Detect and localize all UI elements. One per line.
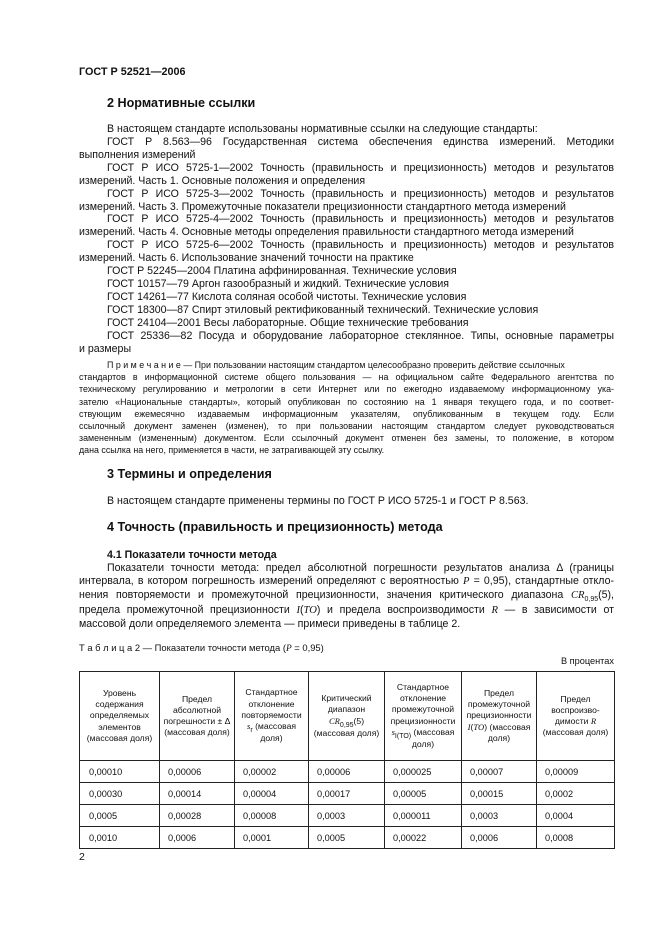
note-line: ссылочный документ заменен (изменен), то при пользовании настоящим стандартом следует руководствоваться bbox=[79, 421, 614, 432]
section-3-title: 3 Термины и определения bbox=[107, 467, 272, 481]
table-cell: 0,0006 bbox=[160, 827, 235, 849]
text: Предел воспроизво-димости bbox=[551, 693, 600, 726]
table-cell: 0,0006 bbox=[462, 827, 537, 849]
reference-line: ГОСТ Р ИСО 5725-6—2002 Точность (правильность и прецизионность) методов и результатов bbox=[107, 239, 614, 252]
table-caption bbox=[79, 642, 324, 654]
table-cell: 0,0008 bbox=[537, 827, 615, 849]
note-line: дана ссылка на него, применяется в части, не затрагивающей эту ссылку. bbox=[79, 445, 385, 456]
reference-line: ГОСТ 25336—82 Посуда и оборудование лабораторное стеклянное. Типы, основные параметры bbox=[107, 329, 614, 342]
text: ) и предела воспроизводимости bbox=[316, 603, 492, 616]
reference-line: ГОСТ Р ИСО 5725-1—2002 Точность (правильность и прецизионность) методов и результатов bbox=[107, 161, 614, 174]
table-cell: 0,0002 bbox=[537, 783, 615, 805]
note-label: П р и м е ч а н и е bbox=[107, 360, 181, 370]
note-first-line bbox=[79, 359, 614, 371]
table-cell: 0,00030 bbox=[80, 783, 160, 805]
paragraph-line bbox=[79, 604, 614, 618]
note-line: стандартов в информационной системе общего пользования — на официальном сайте Федерального агентства по bbox=[79, 372, 614, 383]
variable-cr: CR bbox=[328, 715, 340, 726]
subscript: I(TO) bbox=[394, 732, 412, 740]
subsection-4-1-title: 4.1 Показатели точности метода bbox=[107, 549, 277, 561]
reference-line: измерений. Часть 1. Основные положения и определения bbox=[79, 174, 366, 187]
header-abs-error bbox=[160, 672, 235, 761]
normative-references-list bbox=[79, 136, 614, 355]
text: массовой доли определяемого элемента — примеси приведены в таблице 2. bbox=[79, 617, 461, 630]
table-cell: 0,00006 bbox=[160, 761, 235, 783]
table-cell: 0,0005 bbox=[309, 827, 385, 849]
text: (массовая доля) bbox=[252, 721, 296, 744]
table-header-row bbox=[80, 672, 615, 761]
header-content-level bbox=[80, 672, 160, 761]
header-reproducibility bbox=[537, 672, 615, 761]
section-4-title: 4 Точность (правильность и прецизионность) метода bbox=[107, 520, 443, 534]
table-units: В процентах bbox=[560, 656, 614, 666]
text: нения повторяемости и промежуточной прецизионности, значения критического диапазона bbox=[79, 588, 571, 601]
note-line: зателю «Национальные стандарты», который опубликован по состоянию на 1 января текущего года, и по соответ- bbox=[79, 396, 614, 407]
table-cell: 0,0001 bbox=[235, 827, 309, 849]
text: Стандартное отклонение промежуточной прецизионности bbox=[390, 681, 456, 726]
page-number: 2 bbox=[79, 851, 85, 863]
note-line: замененным (измененным) документом. Если ссылочный документ отменен без замены, то положение, в котором bbox=[79, 433, 614, 444]
reference-line: ГОСТ 14261—77 Кислота соляная особой чистоты. Технические условия bbox=[107, 290, 467, 303]
section-2-title: 2 Нормативные ссылки bbox=[107, 96, 256, 110]
table-cell: 0,00022 bbox=[385, 827, 462, 849]
text: ( bbox=[470, 721, 474, 732]
table-row bbox=[80, 783, 615, 805]
text: (массовая доля) bbox=[411, 726, 455, 749]
text: Т а б л и ц а 2 — Показатели точности метода ( bbox=[79, 642, 286, 653]
reference-line: и размеры bbox=[79, 342, 132, 355]
text: Критический диапазон bbox=[321, 693, 372, 715]
paragraph-line bbox=[79, 618, 614, 631]
reference-line: ГОСТ 18300—87 Спирт этиловый ректификованный технический. Технические условия bbox=[107, 303, 539, 316]
paragraph-line bbox=[79, 562, 614, 575]
header-intermediate-limit bbox=[462, 672, 537, 761]
subscript: 0,95 bbox=[339, 721, 354, 729]
text: Уровень содержания определяемых элементов (массовая доля) bbox=[86, 687, 153, 743]
table-cell: 0,0003 bbox=[462, 805, 537, 827]
note-block bbox=[79, 359, 614, 457]
section-4-paragraph bbox=[79, 562, 614, 631]
reference-line: измерений. Часть 4. Основные методы определения правильности стандартного метода измерений bbox=[79, 226, 574, 239]
text: (5) bbox=[353, 715, 365, 726]
table-cell: 0,00002 bbox=[235, 761, 309, 783]
variable-to: TO bbox=[473, 721, 485, 732]
text: Стандартное отклонение повторяемости bbox=[241, 687, 302, 720]
table-cell: 0,00017 bbox=[309, 783, 385, 805]
reference-line: ГОСТ Р ИСО 5725-3—2002 Точность (правильность и прецизионность) методов и результатов bbox=[107, 187, 614, 200]
variable-s: s bbox=[391, 726, 395, 737]
paragraph-line bbox=[79, 575, 614, 589]
subscript: 0,95 bbox=[584, 595, 599, 603]
table-row bbox=[80, 761, 615, 783]
table-cell: 0,0010 bbox=[80, 827, 160, 849]
table-row bbox=[80, 805, 615, 827]
variable-cr: CR bbox=[570, 589, 585, 601]
reference-line: ГОСТ 10157—79 Аргон газообразный и жидкий. Технические условия bbox=[107, 277, 450, 290]
note-line: ствующим ежемесячно издаваемым информационным указателям, опубликованным в текущем году. Если bbox=[79, 408, 614, 419]
text: интервала, в котором погрешность измерений определяют с вероятностью bbox=[79, 574, 463, 587]
table-cell: 0,00009 bbox=[537, 761, 615, 783]
variable-r: R bbox=[491, 604, 498, 616]
table-cell: 0,00005 bbox=[385, 783, 462, 805]
header-critical-range bbox=[309, 672, 385, 761]
text: ( bbox=[300, 603, 304, 616]
text: Предел абсолютной погрешности ± Δ bbox=[163, 693, 231, 726]
reference-line: ГОСТ Р ИСО 5725-4—2002 Точность (правильность и прецизионность) методов и результатов bbox=[107, 213, 614, 226]
table-cell: 0,00006 bbox=[309, 761, 385, 783]
precision-table bbox=[79, 671, 615, 849]
table-cell: 0,00010 bbox=[80, 761, 160, 783]
table-row bbox=[80, 827, 615, 849]
table-cell: 0,000025 bbox=[385, 761, 462, 783]
text: Показатели точности метода: предел абсолютной погрешности результатов анализа Δ (границы bbox=[107, 562, 614, 574]
section-3-text: В настоящем стандарте применены термины по ГОСТ Р ИСО 5725-1 и ГОСТ Р 8.563. bbox=[107, 495, 529, 507]
variable-to: TO bbox=[303, 604, 317, 616]
text: ) (массовая доля) bbox=[484, 721, 531, 743]
document-code: ГОСТ Р 52521—2006 bbox=[79, 66, 186, 78]
reference-line: измерений. Часть 3. Промежуточные показатели прецизионности стандартного метода измерений bbox=[79, 200, 566, 213]
note-text: — При пользовании настоящим стандартом целесообразно проверить действие ссылочных bbox=[180, 360, 565, 370]
text: = 0,95) bbox=[291, 642, 324, 653]
table-cell: 0,000011 bbox=[385, 805, 462, 827]
table-cell: 0,00028 bbox=[160, 805, 235, 827]
note-line: техническому регулированию и метрологии в сети Интернет или по ежегодно издаваемому информационному ука- bbox=[79, 384, 614, 395]
text: (5), bbox=[598, 588, 614, 601]
text: Предел промежуточной прецизионности bbox=[466, 687, 532, 721]
table-cell: 0,00014 bbox=[160, 783, 235, 805]
reference-line: ГОСТ Р 8.563—96 Государственная система обеспечения единства измерений. Методики bbox=[107, 136, 614, 148]
text: (массовая доля) bbox=[313, 727, 380, 738]
variable-s: s bbox=[246, 721, 251, 732]
table-cell: 0,00004 bbox=[235, 783, 309, 805]
reference-line: измерений. Часть 6. Использование значений точности на практике bbox=[79, 252, 414, 265]
variable-p: P bbox=[462, 575, 470, 587]
table-cell: 0,00008 bbox=[235, 805, 309, 827]
paragraph-line bbox=[79, 589, 614, 604]
table-cell: 0,00007 bbox=[462, 761, 537, 783]
reference-line: выполнения измерений bbox=[79, 148, 196, 161]
variable-i: I bbox=[467, 721, 471, 732]
table-cell: 0,00015 bbox=[462, 783, 537, 805]
header-intermediate-sd bbox=[385, 672, 462, 761]
variable-r: R bbox=[590, 716, 597, 726]
text: предела промежуточной прецизионности bbox=[79, 603, 297, 616]
variable-p: P bbox=[285, 644, 292, 654]
text: (массовая доля) bbox=[164, 727, 230, 738]
reference-line: ГОСТ Р 52245—2004 Платина аффинированная. Технические условия bbox=[107, 265, 457, 278]
section-2-intro: В настоящем стандарте использованы нормативные ссылки на следующие стандарты: bbox=[107, 123, 538, 135]
table-cell: 0,0005 bbox=[80, 805, 160, 827]
text: (массовая доля) bbox=[542, 727, 609, 738]
text: — в зависимости от bbox=[497, 603, 614, 616]
header-repeatability bbox=[235, 672, 309, 761]
reference-line: ГОСТ 24104—2001 Весы лабораторные. Общие технические требования bbox=[107, 316, 469, 329]
subscript: r bbox=[250, 727, 253, 735]
table-cell: 0,0003 bbox=[309, 805, 385, 827]
text: = 0,95), стандартные откло- bbox=[469, 574, 614, 587]
variable-i: I bbox=[296, 604, 300, 616]
table-cell: 0,0004 bbox=[537, 805, 615, 827]
